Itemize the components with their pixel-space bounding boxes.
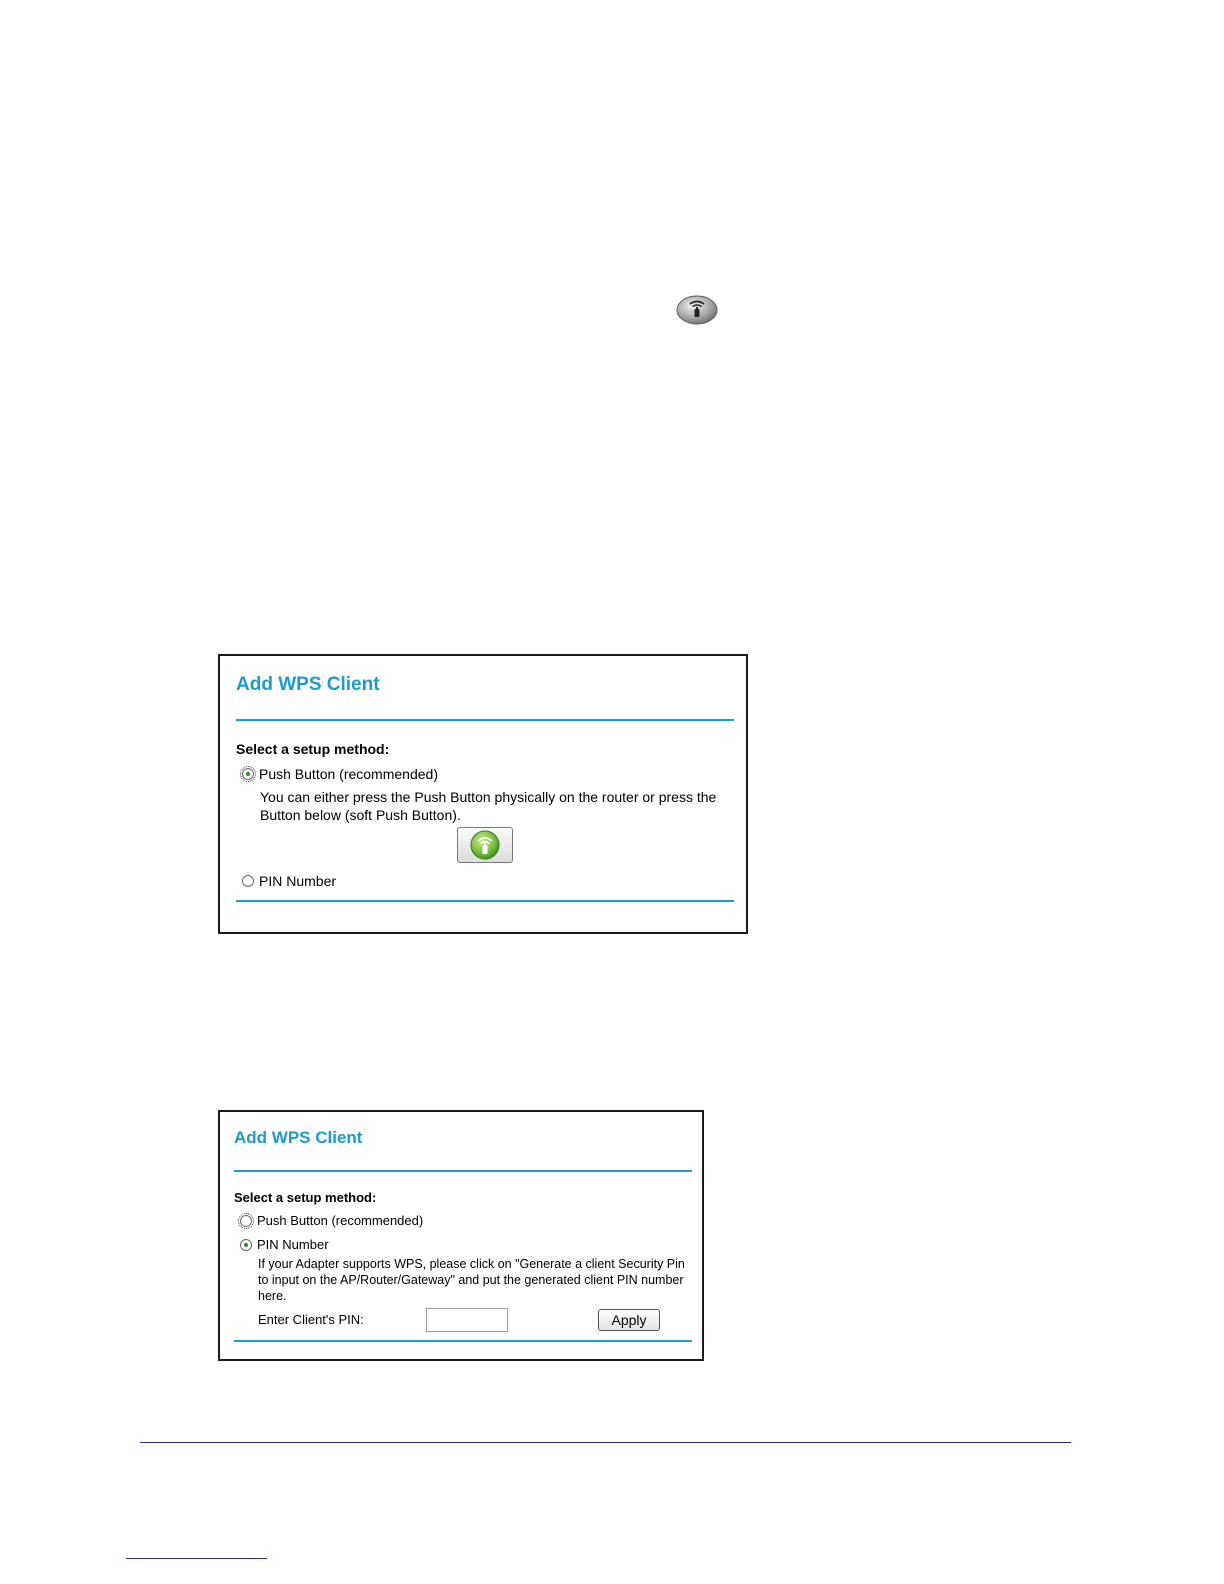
wps-green-icon <box>469 829 501 861</box>
option-pin-number[interactable] <box>240 1237 329 1252</box>
push-button-radio[interactable] <box>242 768 254 780</box>
pin-number-radio-label: PIN Number <box>257 1237 329 1252</box>
setup-method-label: Select a setup method: <box>236 741 390 757</box>
push-button-radio[interactable] <box>240 1215 252 1227</box>
pin-description: If your Adapter supports WPS, please click on "Generate a client Security Pin to input on the AP/Router/Gateway" and put the generated client PIN number here. <box>258 1257 685 1303</box>
wps-button-icon <box>676 295 718 325</box>
push-button-description: You can either press the Push Button physically on the router or press the Button below (soft Push Button). <box>260 789 717 823</box>
footer-link-underline <box>126 1558 267 1559</box>
push-button-radio-label: Push Button (recommended) <box>259 766 438 782</box>
client-pin-input[interactable] <box>426 1308 508 1332</box>
footer-divider <box>140 1442 1071 1443</box>
option-push-button[interactable] <box>240 1213 423 1228</box>
divider <box>236 900 734 902</box>
push-button-radio-label: Push Button (recommended) <box>257 1213 424 1228</box>
option-pin-number[interactable] <box>242 873 336 889</box>
panel-title: Add WPS Client <box>236 674 380 695</box>
client-pin-label: Enter Client's PIN: <box>258 1312 364 1327</box>
apply-button[interactable]: Apply <box>598 1309 660 1331</box>
divider <box>234 1170 692 1172</box>
pin-number-radio[interactable] <box>240 1239 252 1251</box>
add-wps-client-push-panel <box>218 654 748 934</box>
panel-title: Add WPS Client <box>234 1128 363 1147</box>
pin-number-radio-label: PIN Number <box>259 873 337 889</box>
pin-number-radio[interactable] <box>242 875 254 887</box>
option-push-button[interactable] <box>242 766 438 782</box>
setup-method-label: Select a setup method: <box>234 1190 377 1205</box>
soft-push-button[interactable] <box>457 827 513 863</box>
divider <box>236 719 734 721</box>
divider <box>234 1340 692 1342</box>
add-wps-client-pin-panel <box>218 1110 704 1361</box>
